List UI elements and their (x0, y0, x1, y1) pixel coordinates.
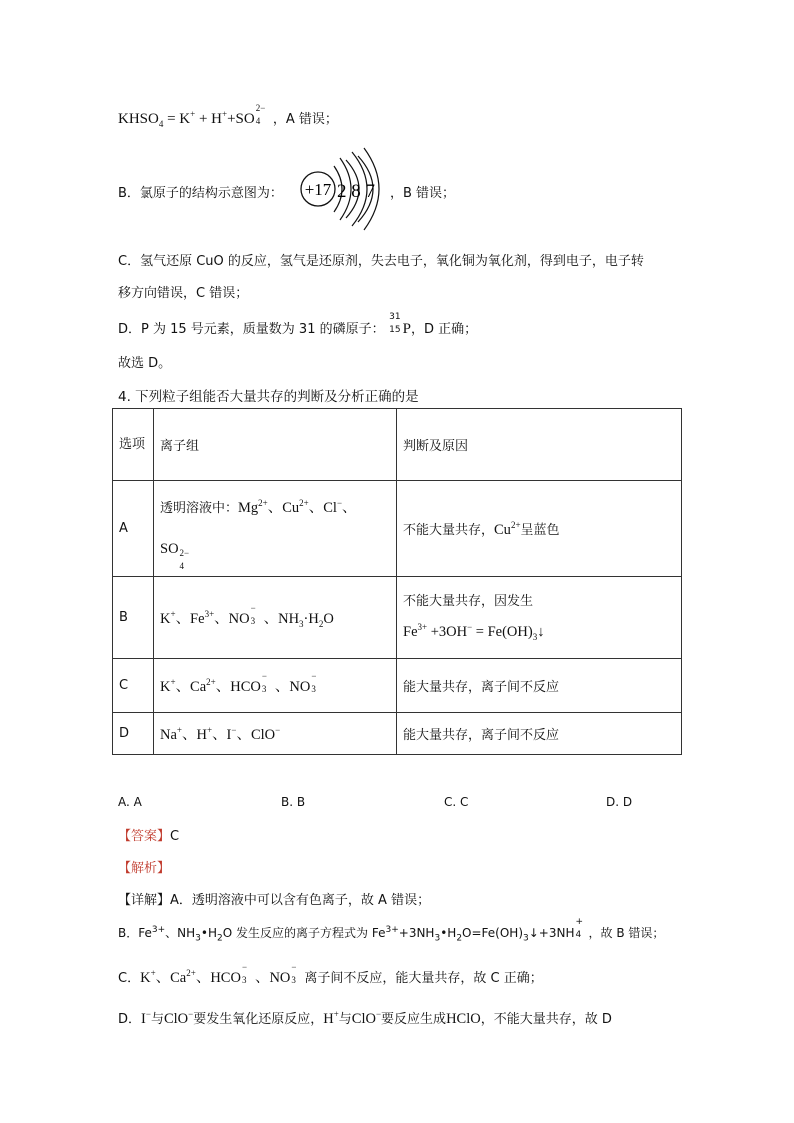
option-c[interactable]: C. C (444, 795, 469, 809)
answer-value: C (170, 829, 180, 844)
row-ions: K+、$Fe^{3+}$、NO − 3 、$NH_3\cdot H_2O$ (154, 577, 397, 659)
header-option: 选项 (113, 409, 154, 481)
khso4-equation: $KHSO_4 = K^+ + H^++SO$ 2− 4 (118, 103, 266, 129)
analysis-d-end: ，不能大量共存，故 D (480, 1012, 612, 1027)
analysis-a (118, 889, 430, 908)
table-row (113, 659, 682, 713)
option-d[interactable]: D. D (606, 795, 633, 809)
line3b: 移方向错误，C 错误； (118, 286, 249, 301)
analysis-b: B．$Fe^{3+}$、$NH_3•H_2O$ 发生反应的离子方程式为 $Fe^{3+}+3NH_3•H_2O=Fe(OH)_3↓+3NH$ + 4 ，故 B 错误； (118, 917, 665, 944)
analysis-d: D．I−与ClO−要发生氧化还原反应，H+与ClO−要反应生成HClO，不能大量共存，故 D (118, 1009, 612, 1027)
phosphorus-symbol: P (402, 321, 411, 337)
line4: D．P 为 15 号元素，质量数为 31 的磷原子： 31 15 P，D 正确； (118, 312, 478, 337)
line-khso4 (118, 103, 338, 129)
analysis-tag: 【解析】 (118, 861, 171, 876)
row-option: B (113, 577, 154, 659)
shell-electrons: 2 8 7 (337, 181, 375, 202)
line4-suffix: ，D 正确； (410, 322, 478, 337)
detail-tag: 【详解】 (118, 893, 171, 908)
line2-suffix: ，B 错误； (390, 186, 456, 201)
option-a[interactable]: A. A (118, 795, 142, 809)
row-ions: Na+、H+、I−、ClO− (154, 713, 397, 755)
table-header-row (113, 409, 682, 481)
option-b[interactable]: B. B (281, 795, 306, 809)
question-table (112, 408, 682, 755)
line4-prefix: D．P 为 15 号元素，质量数为 31 的磷原子： (118, 322, 385, 337)
table-row (113, 481, 682, 577)
analysis-c: C．K+、$Ca^{2+}$、HCO − 3 、NO − 3 离子间不反应，能大量共存，故 C 正确； (118, 962, 543, 986)
line1-suffix: ，A 错误； (272, 112, 338, 127)
nucleus-charge: +17 (304, 180, 332, 199)
row-judgement: 不能大量共存，$Cu^{2+}$呈蓝色 (397, 481, 682, 577)
row-ions: K+、$Ca^{2+}$、HCO − 3 、NO − 3 (154, 659, 397, 713)
row-option: D (113, 713, 154, 755)
header-judgement: 判断及原因 (397, 409, 682, 481)
header-ions: 离子组 (154, 409, 397, 481)
analysis-c-end: 离子间不反应，能大量共存，故 C 正确； (304, 971, 543, 986)
table-row (113, 713, 682, 755)
answer-tag: 【答案】 (118, 829, 171, 844)
analysis-a-text: A．透明溶液中可以含有色离子，故 A 错误； (170, 893, 431, 908)
row-ions: 透明溶液中：$Mg^{2+}$、$Cu^{2+}$、Cl−、 SO 2− 4 (154, 481, 397, 577)
line5: 故选 D。 (118, 356, 172, 371)
question-4: 4. 下列粒子组能否大量共存的判断及分析正确的是 (118, 389, 419, 405)
row-judgement: 不能大量共存，因发生 $Fe^{3+} +3OH^-$ = $Fe(OH)_3↓$ (397, 577, 682, 659)
analysis-b-mid: 发生反应的离子方程式为 (236, 926, 369, 940)
line3a: C．氢气还原 CuO 的反应，氢气是还原剂，失去电子，氧化铜为氧化剂，得到电子，电子转 (118, 254, 644, 269)
row-option: C (113, 659, 154, 713)
row-option: A (113, 481, 154, 577)
table-row (113, 577, 682, 659)
line2-prefix: B．氯原子的结构示意图为： (118, 186, 283, 201)
analysis-d-mid1: 要发生氧化还原反应， (193, 1012, 324, 1027)
analysis-b-end: ，故 B 错误； (588, 926, 665, 940)
answer-line (118, 825, 179, 844)
row-judgement: 能大量共存，离子间不反应 (397, 659, 682, 713)
chlorine-atom-diagram (296, 146, 390, 232)
analysis-d-mid2: 要反应生成 (381, 1012, 447, 1027)
row-judgement: 能大量共存，离子间不反应 (397, 713, 682, 755)
